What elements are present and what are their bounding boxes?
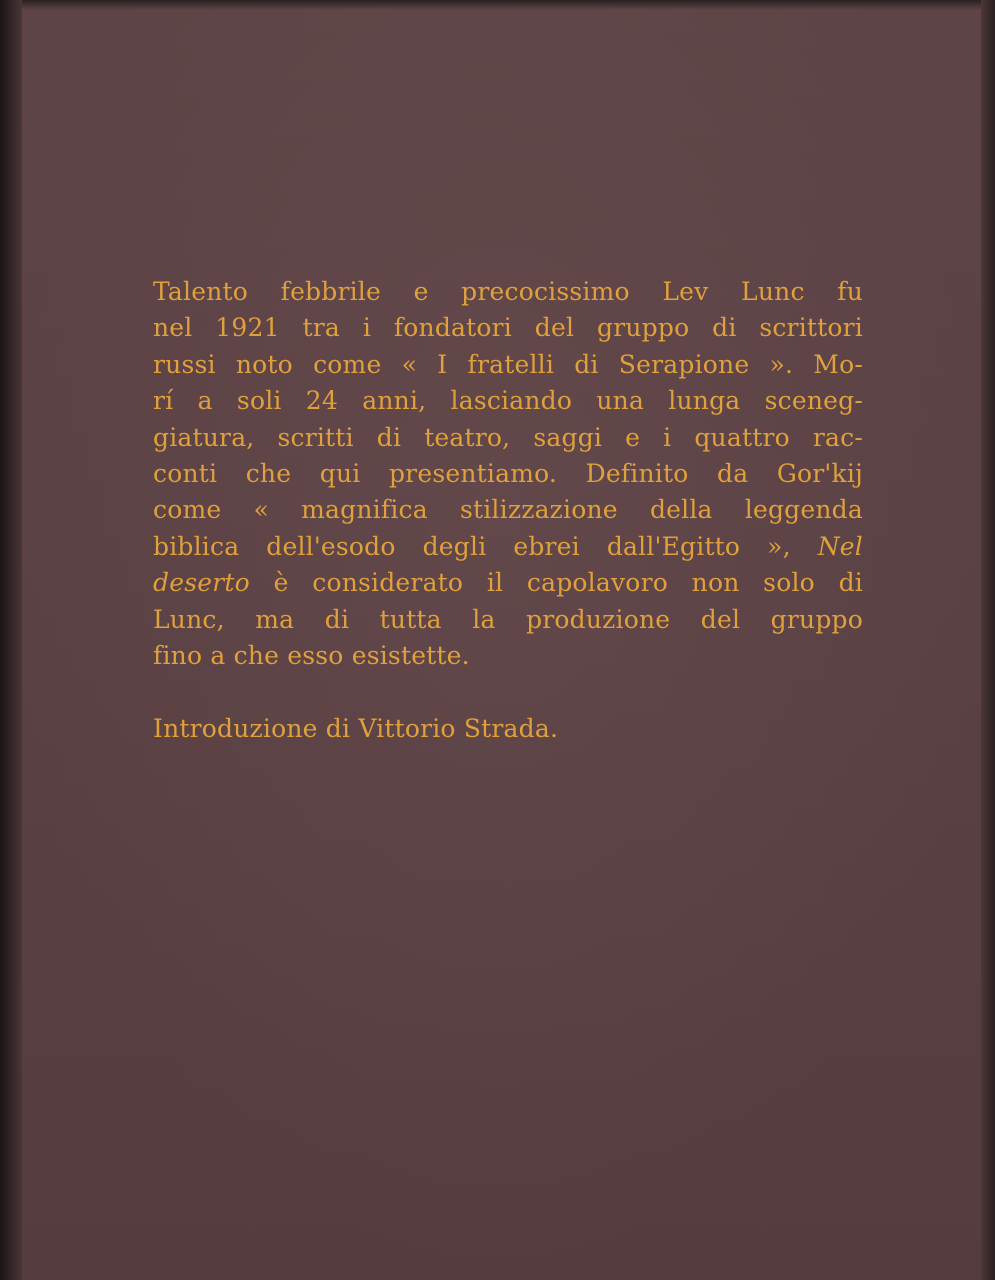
blurb-line: fino a che esso esistette.: [153, 641, 470, 671]
blurb-line-text: biblica dell'esodo degli ebrei dall'Egitto »,: [153, 531, 791, 561]
blurb-line: nel 1921 tra i fondatori del gruppo di scrittori: [153, 313, 863, 343]
blurb-line: [153, 529, 863, 565]
cover-right-edge: [981, 0, 995, 1280]
blurb-line-text: è considerato il capolavoro non solo di: [273, 568, 863, 598]
cover-spine-edge: [0, 0, 22, 1280]
blurb-line: Talento febbrile e precocissimo Lev Lunc fu: [153, 277, 863, 306]
introduction-credit: Introduzione di Vittorio Strada.: [153, 714, 559, 743]
blurb-line: giatura, scritti di teatro, saggi e i quattro rac-: [153, 422, 863, 452]
blurb-line: rí a soli 24 anni, lasciando una lunga sceneg-: [153, 386, 863, 416]
book-title-italic: Nel: [817, 531, 863, 561]
blurb-text: [153, 274, 863, 674]
blurb-line: Lunc, ma di tutta la produzione del gruppo: [153, 604, 863, 634]
book-title-italic: deserto: [153, 568, 250, 598]
blurb-line: conti che qui presentiamo. Definito da Gor'kij: [153, 459, 863, 489]
blurb-line: come « magnifica stilizzazione della leggenda: [153, 495, 863, 525]
cover-top-edge: [0, 0, 995, 10]
blurb-line: russi noto come « I fratelli di Serapione ». Mo-: [153, 349, 863, 379]
blurb-line: [153, 565, 863, 601]
